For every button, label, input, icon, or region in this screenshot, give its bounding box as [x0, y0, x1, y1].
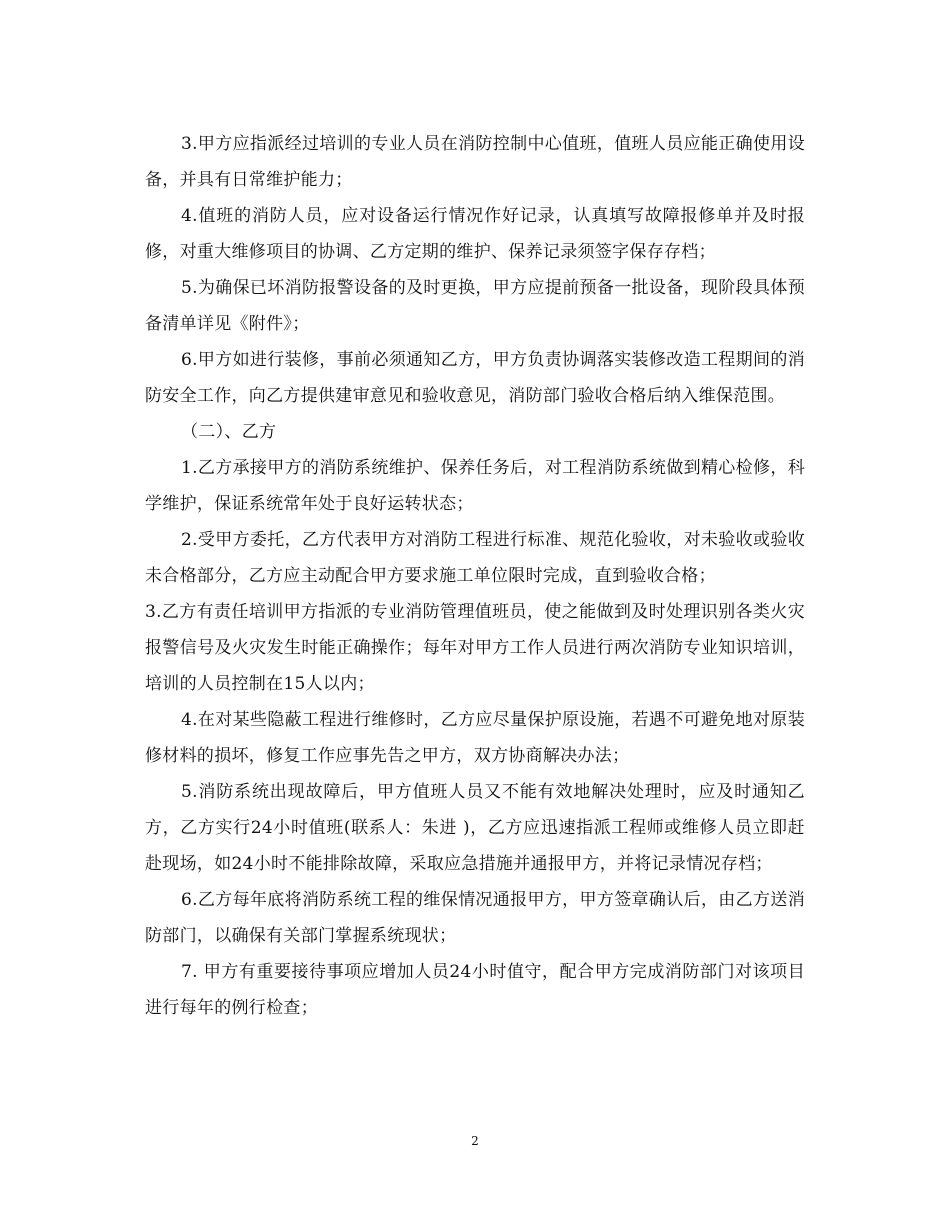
paragraph-b3: 3.乙方有责任培训甲方指派的专业消防管理值班员，使之能做到及时处理识别各类火灾报警信号及火灾发生时能正确操作；每年对甲方工作人员进行两次消防专业知识培训，培训的人员控制在15人以内； [145, 602, 805, 694]
paragraph-b5: 5.消防系统出现故障后，甲方值班人员又不能有效地解决处理时，应及时通知乙方，乙方实行24小时值班(联系人：朱进 )，乙方应迅速指派工程师或维修人员立即赶赴现场，如24小时不能排除故障，采取应急措施并通报甲方，并将记录情况存档； [145, 782, 805, 874]
paragraph-b7: 7. 甲方有重要接待事项应增加人员24小时值守，配合甲方完成消防部门对该项目进行每年的例行检查； [145, 962, 805, 1018]
page-number: 2 [471, 1134, 479, 1148]
paragraph-b1: 1.乙方承接甲方的消防系统维护、保养任务后，对工程消防系统做到精心检修，科学维护，保证系统常年处于良好运转状态； [145, 458, 805, 514]
document-body [145, 126, 805, 1026]
paragraph-a6: 6.甲方如进行装修，事前必须通知乙方，甲方负责协调落实装修改造工程期间的消防安全工作，向乙方提供建审意见和验收意见，消防部门验收合格后纳入维保范围。 [145, 350, 805, 406]
section-heading-party-b: （二）、乙方 [181, 422, 277, 442]
paragraph-a3: 3.甲方应指派经过培训的专业人员在消防控制中心值班，值班人员应能正确使用设备，并具有日常维护能力； [145, 134, 805, 190]
paragraph-b6: 6.乙方每年底将消防系统工程的维保情况通报甲方，甲方签章确认后，由乙方送消防部门，以确保有关部门掌握系统现状； [145, 890, 805, 946]
paragraph-b4: 4.在对某些隐蔽工程进行维修时，乙方应尽量保护原设施，若遇不可避免地对原装修材料的损坏，修复工作应事先告之甲方，双方协商解决办法； [145, 710, 805, 766]
paragraph-a4: 4.值班的消防人员，应对设备运行情况作好记录，认真填写故障报修单并及时报修，对重大维修项目的协调、乙方定期的维护、保养记录须签字保存存档； [145, 206, 805, 262]
paragraph-b2: 2.受甲方委托，乙方代表甲方对消防工程进行标准、规范化验收，对未验收或验收未合格部分，乙方应主动配合甲方要求施工单位限时完成，直到验收合格； [145, 530, 805, 586]
paragraph-a5: 5.为确保已坏消防报警设备的及时更换，甲方应提前预备一批设备，现阶段具体预备清单详见《附件》； [145, 278, 805, 334]
